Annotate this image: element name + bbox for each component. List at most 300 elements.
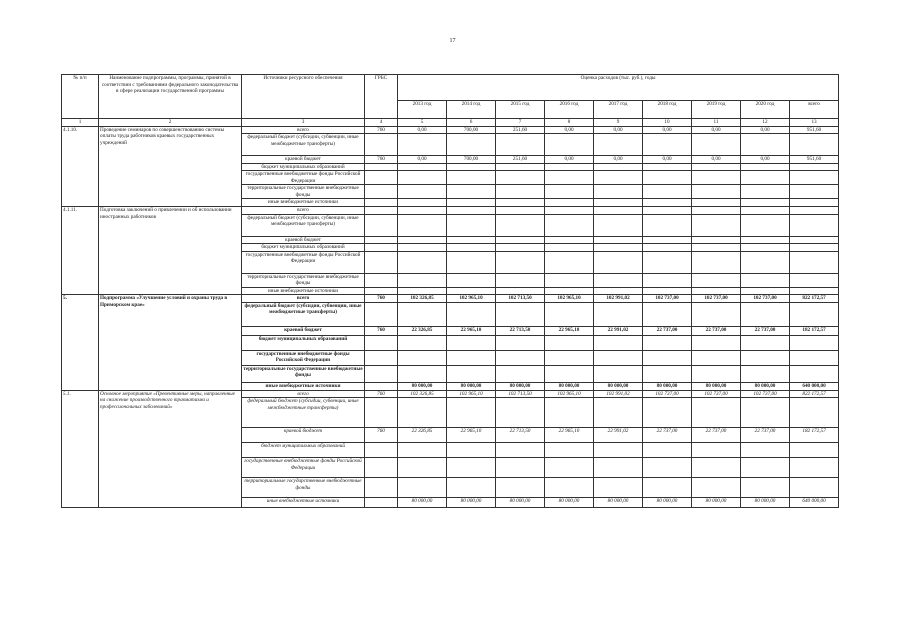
value-cell: [692, 251, 741, 273]
value-cell: [496, 365, 545, 382]
value-cell: [594, 365, 643, 382]
value-cell: [545, 287, 594, 295]
value-cell: [643, 185, 692, 199]
value-cell: [790, 335, 839, 350]
source-cell: иные внебюджетные источники: [242, 498, 365, 508]
value-cell: [496, 302, 545, 326]
value-cell: [741, 478, 790, 498]
grbs-cell: [365, 478, 398, 498]
value-cell: [594, 207, 643, 215]
value-cell: [447, 287, 496, 295]
grbs-cell: 760: [365, 428, 398, 443]
source-cell: бюджет муниципальных образований: [242, 335, 365, 350]
page-number: 17: [449, 38, 456, 44]
value-cell: 0,00: [692, 156, 741, 164]
value-cell: [545, 302, 594, 326]
source-cell: государственные внебюджетные фонды Российской Федерации: [242, 350, 365, 365]
value-cell: 80 000,00: [692, 498, 741, 508]
value-cell: [741, 134, 790, 156]
table-row: [62, 390, 839, 398]
header-year: 2016 год: [545, 101, 594, 119]
value-cell: [643, 171, 692, 185]
value-cell: 102 965,10: [545, 390, 594, 398]
value-cell: 80 000,00: [741, 382, 790, 390]
value-cell: [447, 273, 496, 287]
source-cell: краевой бюджет: [242, 428, 365, 443]
value-cell: [790, 214, 839, 236]
value-cell: 0,00: [692, 126, 741, 134]
value-cell: [545, 398, 594, 428]
value-cell: [643, 214, 692, 236]
source-cell: территориальные государственные внебюджетные фонды: [242, 273, 365, 287]
value-cell: [741, 335, 790, 350]
source-cell: краевой бюджет: [242, 326, 365, 335]
value-cell: 102 991,02: [594, 295, 643, 303]
value-cell: [741, 302, 790, 326]
grbs-cell: [365, 199, 398, 207]
value-cell: [496, 287, 545, 295]
source-cell: государственные внебюджетные фонды Российской Федерации: [242, 251, 365, 273]
value-cell: [447, 302, 496, 326]
value-cell: 951,60: [790, 156, 839, 164]
table-row: [62, 126, 839, 134]
value-cell: [545, 207, 594, 215]
grbs-cell: [365, 398, 398, 428]
grbs-cell: [365, 287, 398, 295]
header-source: Источники ресурсного обеспечения: [242, 75, 365, 119]
grbs-cell: [365, 134, 398, 156]
value-cell: 80 000,00: [594, 498, 643, 508]
value-cell: [790, 458, 839, 478]
value-cell: [447, 207, 496, 215]
value-cell: [790, 207, 839, 215]
value-cell: 951,60: [790, 126, 839, 134]
header-index: 1: [62, 119, 99, 127]
value-cell: [790, 350, 839, 365]
table-row: [62, 207, 839, 215]
header-index: 9: [594, 119, 643, 127]
value-cell: 822 172,57: [790, 295, 839, 303]
value-cell: [545, 199, 594, 207]
value-cell: 80 000,00: [545, 498, 594, 508]
value-cell: [643, 287, 692, 295]
value-cell: [447, 398, 496, 428]
value-cell: [692, 199, 741, 207]
value-cell: 80 000,00: [398, 382, 447, 390]
value-cell: [594, 443, 643, 458]
value-cell: 22 326,85: [398, 326, 447, 335]
value-cell: [496, 134, 545, 156]
value-cell: 22 965,10: [545, 428, 594, 443]
value-cell: 102 965,10: [447, 390, 496, 398]
value-cell: 22 737,00: [692, 326, 741, 335]
value-cell: [643, 398, 692, 428]
section-name: Проведение семинаров по совершенствованию системы оплаты труда работников краевых государственных учреждений: [99, 126, 242, 207]
source-cell: федеральный бюджет (субсидии, субвенции, иные межбюджетные трансферты): [242, 398, 365, 428]
grbs-cell: [365, 302, 398, 326]
header-year: 2014 год: [447, 101, 496, 119]
value-cell: [545, 236, 594, 244]
grbs-cell: [365, 335, 398, 350]
value-cell: 0,00: [398, 126, 447, 134]
value-cell: [447, 134, 496, 156]
value-cell: [692, 207, 741, 215]
value-cell: [643, 302, 692, 326]
grbs-cell: [365, 244, 398, 252]
value-cell: 0,00: [545, 126, 594, 134]
value-cell: 80 000,00: [545, 382, 594, 390]
value-cell: 182 172,57: [790, 428, 839, 443]
value-cell: [790, 398, 839, 428]
value-cell: [496, 443, 545, 458]
value-cell: 0,00: [398, 156, 447, 164]
value-cell: [643, 478, 692, 498]
value-cell: [741, 171, 790, 185]
header-index: 7: [496, 119, 545, 127]
value-cell: [496, 171, 545, 185]
value-cell: [545, 214, 594, 236]
value-cell: [398, 302, 447, 326]
source-cell: территориальные государственные внебюджетные фонды: [242, 365, 365, 382]
value-cell: 22 713,50: [496, 428, 545, 443]
value-cell: 102 737,00: [741, 295, 790, 303]
value-cell: [496, 350, 545, 365]
value-cell: [447, 244, 496, 252]
value-cell: [790, 171, 839, 185]
value-cell: [790, 244, 839, 252]
source-cell: краевой бюджет: [242, 236, 365, 244]
value-cell: [594, 478, 643, 498]
grbs-cell: [365, 350, 398, 365]
value-cell: [398, 287, 447, 295]
value-cell: [741, 214, 790, 236]
header-grbs: ГРБС: [365, 75, 398, 119]
value-cell: [790, 302, 839, 326]
value-cell: [692, 365, 741, 382]
value-cell: [741, 273, 790, 287]
grbs-cell: [365, 185, 398, 199]
value-cell: [545, 458, 594, 478]
value-cell: 80 000,00: [594, 382, 643, 390]
value-cell: [741, 458, 790, 478]
value-cell: [594, 185, 643, 199]
value-cell: [643, 365, 692, 382]
source-cell: территориальные государственные внебюджетные фонды: [242, 185, 365, 199]
value-cell: [594, 251, 643, 273]
value-cell: [496, 478, 545, 498]
value-cell: [496, 398, 545, 428]
value-cell: [790, 273, 839, 287]
value-cell: [447, 199, 496, 207]
grbs-cell: [365, 273, 398, 287]
value-cell: 102 713,50: [496, 390, 545, 398]
value-cell: 102 991,02: [594, 390, 643, 398]
value-cell: [594, 244, 643, 252]
value-cell: [447, 365, 496, 382]
value-cell: 22 991,02: [594, 428, 643, 443]
value-cell: [398, 458, 447, 478]
value-cell: [594, 214, 643, 236]
grbs-cell: [365, 498, 398, 508]
value-cell: [545, 350, 594, 365]
value-cell: [545, 443, 594, 458]
value-cell: [790, 236, 839, 244]
value-cell: [643, 350, 692, 365]
value-cell: 80 000,00: [692, 382, 741, 390]
value-cell: [643, 251, 692, 273]
value-cell: [741, 350, 790, 365]
value-cell: 0,00: [741, 156, 790, 164]
grbs-cell: [365, 171, 398, 185]
header-year: 2017 год: [594, 101, 643, 119]
value-cell: [594, 398, 643, 428]
value-cell: [398, 398, 447, 428]
value-cell: [741, 443, 790, 458]
header-index: 13: [790, 119, 839, 127]
value-cell: 80 000,00: [398, 498, 447, 508]
value-cell: [741, 398, 790, 428]
grbs-cell: [365, 236, 398, 244]
header-index: 10: [643, 119, 692, 127]
value-cell: [741, 287, 790, 295]
grbs-cell: [365, 382, 398, 390]
value-cell: [643, 236, 692, 244]
value-cell: [594, 458, 643, 478]
value-cell: [741, 185, 790, 199]
value-cell: 822 172,57: [790, 390, 839, 398]
value-cell: [643, 458, 692, 478]
value-cell: [692, 163, 741, 171]
value-cell: [447, 185, 496, 199]
value-cell: 22 965,10: [447, 428, 496, 443]
value-cell: 22 737,00: [643, 428, 692, 443]
value-cell: [790, 443, 839, 458]
grbs-cell: [365, 207, 398, 215]
value-cell: [398, 171, 447, 185]
source-cell: государственные внебюджетные фонды Российской Федерации: [242, 458, 365, 478]
value-cell: 102 737,00: [643, 390, 692, 398]
value-cell: [398, 365, 447, 382]
value-cell: [692, 185, 741, 199]
value-cell: [692, 244, 741, 252]
value-cell: 0,00: [594, 126, 643, 134]
grbs-cell: 760: [365, 156, 398, 164]
grbs-cell: 760: [365, 390, 398, 398]
source-cell: территориальные государственные внебюджетные фонды: [242, 478, 365, 498]
grbs-cell: [365, 458, 398, 478]
header-year: 2015 год: [496, 101, 545, 119]
value-cell: [398, 207, 447, 215]
value-cell: [447, 443, 496, 458]
value-cell: [643, 207, 692, 215]
value-cell: [741, 244, 790, 252]
value-cell: [496, 207, 545, 215]
value-cell: [692, 350, 741, 365]
value-cell: [692, 443, 741, 458]
value-cell: [741, 236, 790, 244]
section-number: 5.: [62, 295, 99, 391]
value-cell: 22 737,00: [692, 428, 741, 443]
header-name: Наименование подпрограммы, программы, принятой в соответствии с требованиями федерального законодательства в сфере реализации государственной программы: [99, 75, 242, 119]
value-cell: 22 713,50: [496, 326, 545, 335]
source-cell: федеральный бюджет (субсидии, субвенции, иные межбюджетные трансферты): [242, 134, 365, 156]
value-cell: 640 000,00: [790, 498, 839, 508]
source-cell: бюджет муниципальных образований: [242, 244, 365, 252]
value-cell: [545, 335, 594, 350]
grbs-cell: [365, 214, 398, 236]
value-cell: 251,60: [496, 156, 545, 164]
value-cell: [643, 163, 692, 171]
value-cell: [790, 163, 839, 171]
value-cell: [594, 302, 643, 326]
value-cell: [447, 335, 496, 350]
value-cell: 700,00: [447, 156, 496, 164]
value-cell: 102 737,00: [741, 390, 790, 398]
value-cell: [545, 163, 594, 171]
value-cell: [741, 163, 790, 171]
value-cell: 182 172,57: [790, 326, 839, 335]
value-cell: [496, 163, 545, 171]
value-cell: [692, 302, 741, 326]
value-cell: 102 326,85: [398, 295, 447, 303]
source-cell: иные внебюджетные источники: [242, 287, 365, 295]
value-cell: [496, 236, 545, 244]
value-cell: [447, 214, 496, 236]
value-cell: [643, 335, 692, 350]
header-index: 2: [99, 119, 242, 127]
value-cell: [741, 365, 790, 382]
header-index: 6: [447, 119, 496, 127]
header-index: 11: [692, 119, 741, 127]
value-cell: [447, 458, 496, 478]
value-cell: 22 326,85: [398, 428, 447, 443]
source-cell: иные внебюджетные источники: [242, 199, 365, 207]
value-cell: [790, 251, 839, 273]
header-index: 4: [365, 119, 398, 127]
value-cell: 0,00: [594, 156, 643, 164]
value-cell: [643, 443, 692, 458]
value-cell: [643, 273, 692, 287]
value-cell: [496, 199, 545, 207]
value-cell: [398, 185, 447, 199]
value-cell: 251,60: [496, 126, 545, 134]
value-cell: [398, 273, 447, 287]
value-cell: 0,00: [545, 156, 594, 164]
header-year: 2019 год: [692, 101, 741, 119]
value-cell: [398, 163, 447, 171]
value-cell: [594, 163, 643, 171]
value-cell: [692, 214, 741, 236]
header-year: всего: [790, 101, 839, 119]
grbs-cell: [365, 163, 398, 171]
value-cell: [496, 251, 545, 273]
table-row: [62, 295, 839, 303]
value-cell: [692, 236, 741, 244]
value-cell: [594, 134, 643, 156]
value-cell: [545, 244, 594, 252]
section-name: Подпрограмма «Улучшение условий и охраны труда в Приморском крае»: [99, 295, 242, 391]
source-cell: бюджет муниципальных образований: [242, 163, 365, 171]
value-cell: 22 737,00: [741, 326, 790, 335]
header-year: 2020 год: [741, 101, 790, 119]
source-cell: всего: [242, 390, 365, 398]
value-cell: [643, 134, 692, 156]
value-cell: 22 737,00: [741, 428, 790, 443]
value-cell: 640 000,00: [790, 382, 839, 390]
value-cell: [545, 273, 594, 287]
grbs-cell: [365, 365, 398, 382]
value-cell: [741, 207, 790, 215]
source-cell: федеральный бюджет (субсидии, субвенции, иные межбюджетные трансферты): [242, 214, 365, 236]
value-cell: 102 737,00: [692, 390, 741, 398]
value-cell: [398, 350, 447, 365]
value-cell: [692, 398, 741, 428]
value-cell: [594, 335, 643, 350]
section-number: 4.1.11.: [62, 207, 99, 295]
source-cell: федеральный бюджет (субсидии, субвенции, иные межбюджетные трансферты): [242, 302, 365, 326]
section-number: 4.1.10.: [62, 126, 99, 207]
value-cell: [790, 185, 839, 199]
grbs-cell: [365, 251, 398, 273]
value-cell: [545, 171, 594, 185]
value-cell: [398, 443, 447, 458]
value-cell: [496, 273, 545, 287]
value-cell: [398, 134, 447, 156]
value-cell: [692, 287, 741, 295]
header-index: 8: [545, 119, 594, 127]
value-cell: [398, 214, 447, 236]
header-index: 3: [242, 119, 365, 127]
header-estimate: Оценка расходов (тыс. руб.), годы: [398, 75, 839, 101]
value-cell: [545, 185, 594, 199]
value-cell: [594, 199, 643, 207]
value-cell: [447, 478, 496, 498]
value-cell: [447, 171, 496, 185]
value-cell: [496, 458, 545, 478]
value-cell: [692, 478, 741, 498]
value-cell: 80 000,00: [496, 498, 545, 508]
value-cell: 22 991,02: [594, 326, 643, 335]
value-cell: [545, 134, 594, 156]
value-cell: 80 000,00: [447, 498, 496, 508]
value-cell: [447, 236, 496, 244]
value-cell: 80 000,00: [496, 382, 545, 390]
grbs-cell: 760: [365, 295, 398, 303]
value-cell: 700,00: [447, 126, 496, 134]
value-cell: 102 713,50: [496, 295, 545, 303]
value-cell: [790, 478, 839, 498]
section-name: Подготовка заключений о привлечении и об использовании иностранных работников: [99, 207, 242, 295]
value-cell: [643, 199, 692, 207]
section-name: Основное мероприятие «Превентивные меры, направленные на снижение производственного травматизма и профессиональных заболеваний»: [99, 390, 242, 508]
grbs-cell: 760: [365, 126, 398, 134]
value-cell: [741, 251, 790, 273]
value-cell: [692, 273, 741, 287]
value-cell: 0,00: [741, 126, 790, 134]
source-cell: всего: [242, 207, 365, 215]
value-cell: [643, 244, 692, 252]
value-cell: [496, 185, 545, 199]
grbs-cell: [365, 443, 398, 458]
value-cell: [447, 163, 496, 171]
value-cell: [545, 251, 594, 273]
value-cell: 102 326,85: [398, 390, 447, 398]
value-cell: [398, 251, 447, 273]
value-cell: [496, 335, 545, 350]
value-cell: [692, 134, 741, 156]
value-cell: [790, 134, 839, 156]
value-cell: [447, 350, 496, 365]
